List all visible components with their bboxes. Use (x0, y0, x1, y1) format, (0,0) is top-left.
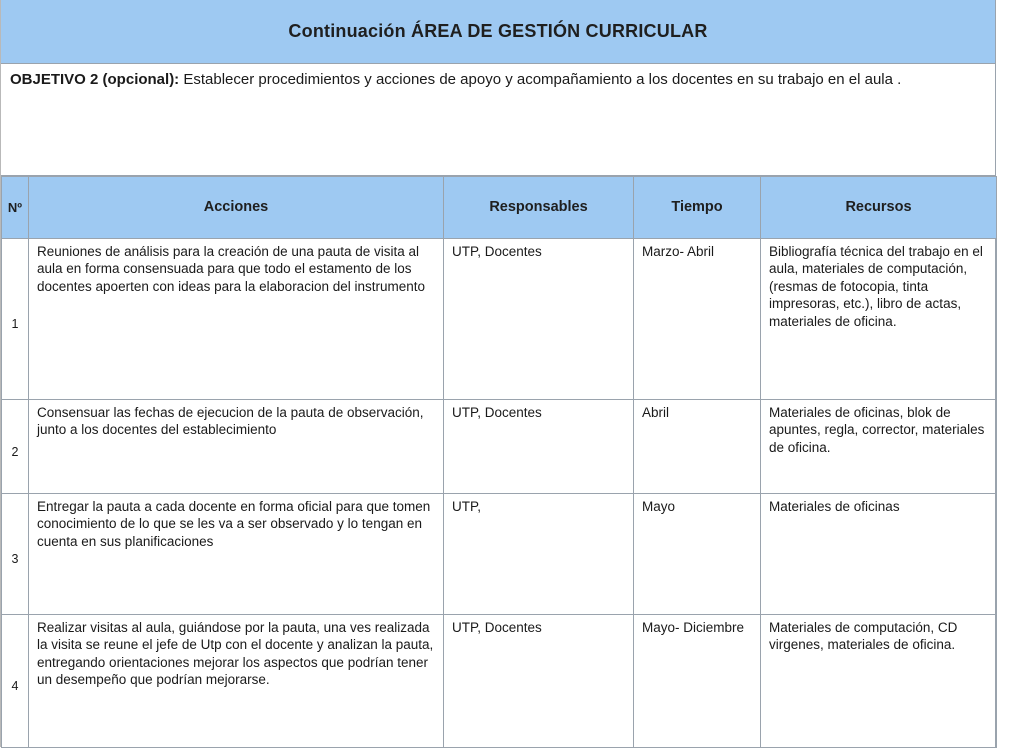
cell-recursos: Materiales de oficinas (761, 494, 997, 615)
header-acciones: Acciones (29, 177, 444, 239)
cell-acciones: Entregar la pauta a cada docente en forma oficial para que tomen conocimiento de lo que se les va a ser observado y lo tengan en cuenta en sus planificaciones (29, 494, 444, 615)
cell-responsables: UTP, Docentes (444, 400, 634, 494)
cell-tiempo: Abril (634, 400, 761, 494)
cell-acciones: Reuniones de análisis para la creación de una pauta de visita al aula en forma consensuada para que todo el estamento de los docentes apoerten con ideas para la elaboracion del instrumento (29, 239, 444, 400)
cell-responsables: UTP, (444, 494, 634, 615)
objective-text: Establecer procedimientos y acciones de apoyo y acompañamiento a los docentes en su trabajo en el aula . (183, 71, 902, 88)
cell-recursos: Bibliografía técnica del trabajo en el aula, materiales de computación, (resmas de fotocopia, tinta impresoras, etc.), libro de actas, materiales de oficina. (761, 239, 997, 400)
cell-acciones: Realizar visitas al aula, guiándose por la pauta, una ves realizada la visita se reune el jefe de Utp con el docente y analizan la pauta, entregando orientaciones mejorar los aspectos que podrían tener un desempeño que podrían mejorarse. (29, 615, 444, 748)
header-tiempo: Tiempo (634, 177, 761, 239)
header-num: Nº (2, 177, 29, 239)
cell-responsables: UTP, Docentes (444, 615, 634, 748)
header-responsables: Responsables (444, 177, 634, 239)
objective-box (1, 64, 995, 176)
table-row (2, 400, 997, 494)
row-number: 3 (2, 494, 29, 615)
row-number: 4 (2, 615, 29, 748)
table-row (2, 239, 997, 400)
objective-label: OBJETIVO 2 (opcional): (10, 71, 180, 88)
table-row (2, 494, 997, 615)
cell-recursos: Materiales de oficinas, blok de apuntes, regla, corrector, materiales de oficina. (761, 400, 997, 494)
cell-responsables: UTP, Docentes (444, 239, 634, 400)
row-number: 2 (2, 400, 29, 494)
table-header-row (2, 177, 997, 239)
table-row (2, 615, 997, 748)
cell-tiempo: Mayo (634, 494, 761, 615)
cell-acciones: Consensuar las fechas de ejecucion de la pauta de observación, junto a los docentes del establecimiento (29, 400, 444, 494)
cell-recursos: Materiales de computación, CD virgenes, materiales de oficina. (761, 615, 997, 748)
page-title: Continuación ÁREA DE GESTIÓN CURRICULAR (288, 21, 708, 41)
header-recursos: Recursos (761, 177, 997, 239)
cell-tiempo: Mayo- Diciembre (634, 615, 761, 748)
actions-table (1, 176, 997, 748)
title-band (1, 0, 995, 64)
row-number: 1 (2, 239, 29, 400)
cell-tiempo: Marzo- Abril (634, 239, 761, 400)
